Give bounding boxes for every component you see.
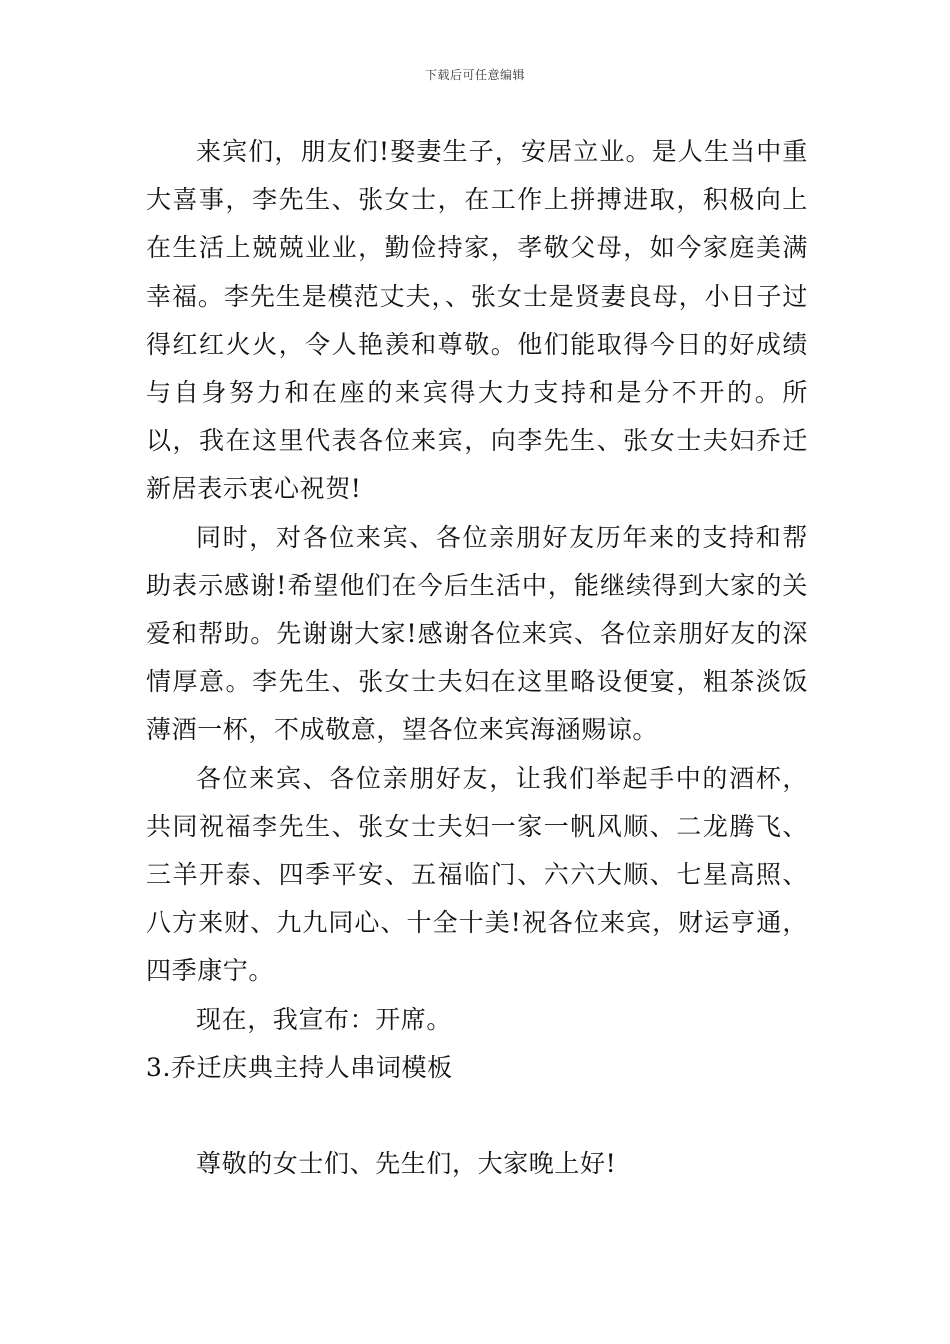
paragraph-announcement: 现在，我宣布：开席。 xyxy=(196,1004,453,1034)
paragraph-greeting: 尊敬的女士们、先生们，大家晚上好! xyxy=(196,1149,617,1179)
paragraph-opening-congratulations: 来宾们，朋友们!娶妻生子，安居立业。是人生当中重大喜事，李先生、张女士，在工作上拼搏进取，积极向上在生活上兢兢业业，勤俭持家，孝敬父母，如今家庭美满幸福。李先生是模范丈夫，、张女士是贤妻良母，小日子过得红红火火，令人艳羡和尊敬。他们能取得今日的好成绩与自身努力和在座的来宾得大力支持和是分不开的。所以，我在这里代表各位来宾，向李先生、张女士夫妇乔迁新居表示衷心祝贺! xyxy=(146,137,808,504)
paragraph-toast: 各位来宾、各位亲朋好友，让我们举起手中的酒杯，共同祝福李先生、张女士夫妇一家一帆风顺、二龙腾飞、三羊开泰、四季平安、五福临门、六六大顺、七星高照、八方来财、九九同心、十全十美!祝各位来宾，财运亨通，四季康宁。 xyxy=(146,763,808,986)
page-header-note: 下载后可任意编辑 xyxy=(424,68,525,82)
blank-line xyxy=(146,1092,808,1140)
paragraph-thanks: 同时，对各位来宾、各位亲朋好友历年来的支持和帮助表示感谢!希望他们在今后生活中，能继续得到大家的关爱和帮助。先谢谢大家!感谢各位来宾、各位亲朋好友的深情厚意。李先生、张女士夫妇在这里略设便宴，粗茶淡饭薄酒一杯，不成敬意，望各位来宾海涵赐谅。 xyxy=(146,522,808,745)
document-body xyxy=(146,128,808,1188)
section-heading: 3.乔迁庆典主持人串词模板 xyxy=(146,1052,453,1082)
